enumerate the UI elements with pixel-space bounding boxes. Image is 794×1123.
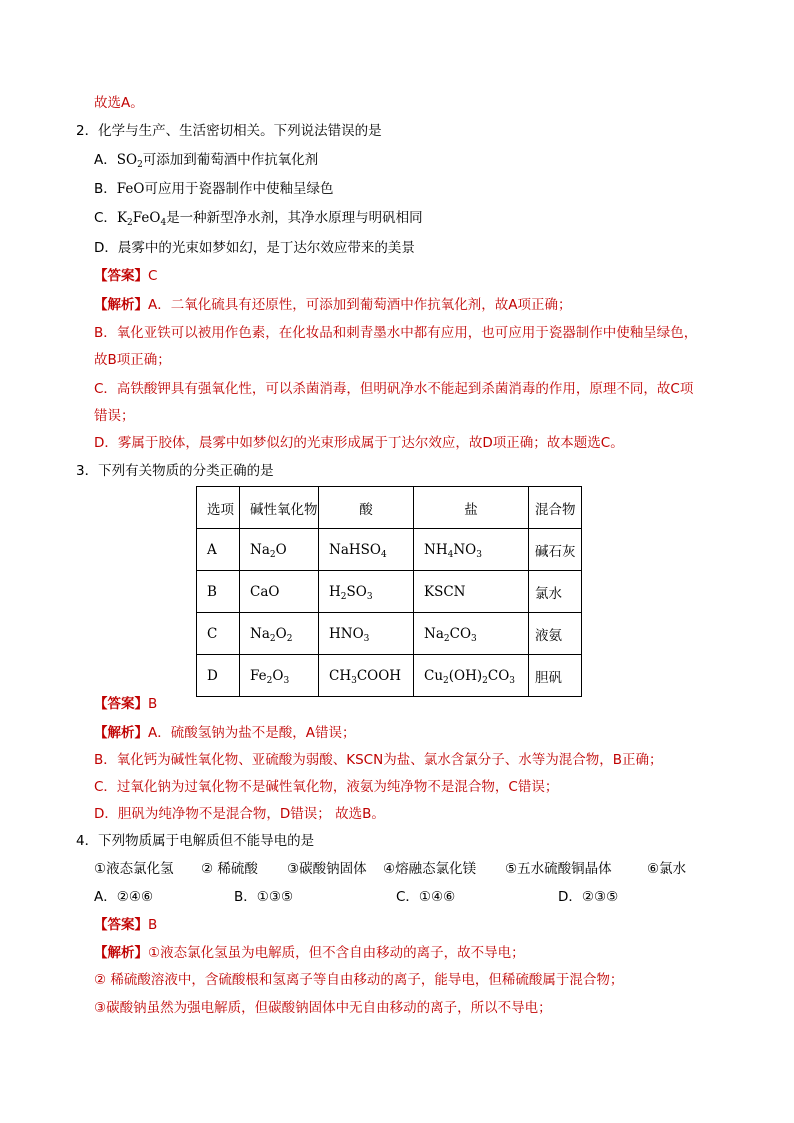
q4-choice-b: B．①③⑤ [234, 889, 294, 905]
q4-choice-c: C．①④⑥ [396, 889, 456, 905]
q2-answer: 【答案】C [94, 268, 158, 284]
q4-choice-d: D．②③⑤ [558, 889, 619, 905]
header-cell: 酸 [319, 487, 414, 529]
q4-stem: 4．下列物质属于电解质但不能导电的是 [76, 833, 315, 849]
mixture-cell: 氯水 [529, 571, 582, 613]
table-row [197, 571, 582, 613]
option-cell: A [197, 529, 240, 571]
q2-option-a: A．$SO_2$可添加到葡萄酒中作抗氧化剂 [94, 152, 319, 170]
q1-conclusion: 故选A。 [94, 95, 144, 111]
q2-option-c: C．$K_2FeO_4$是一种新型净水剂，其净水原理与明矾相同 [94, 210, 423, 228]
q2-analysis-line: B．氧化亚铁可以被用作色素，在化妆品和刺青墨水中都有应用，也可应用于瓷器制作中使釉呈绿色， [94, 325, 698, 341]
q3-analysis-line: D．胆矾为纯净物不是混合物，D错误； 故选B。 [94, 806, 385, 822]
q4-item: ⑥氯水 [647, 861, 687, 877]
table-row [197, 613, 582, 655]
q3-analysis-line: C．过氧化钠为过氧化物不是碱性氧化物，液氨为纯净物不是混合物，C错误； [94, 779, 559, 795]
classification-table [196, 486, 582, 697]
q3-stem: 3．下列有关物质的分类正确的是 [76, 463, 274, 479]
header-cell: 盐 [414, 487, 529, 529]
header-cell: 碱性氧化物 [240, 487, 319, 529]
table-header-row [197, 487, 582, 529]
q4-analysis-line: 【解析】①液态氯化氢虽为电解质，但不含自由移动的离子，故不导电； [94, 945, 525, 961]
q3-analysis-line: B．氧化钙为碱性氧化物、亚硫酸为弱酸、KSCN为盐、氯水含氯分子、水等为混合物，B正确； [94, 752, 663, 768]
acid-cell: $CH_3COOH$ [319, 655, 414, 697]
header-cell: 混合物 [529, 487, 582, 529]
option-cell: D [197, 655, 240, 697]
q4-item: ② 稀硫酸 [201, 861, 258, 877]
q2-analysis-line: C．高铁酸钾具有强氧化性，可以杀菌消毒，但明矾净水不能起到杀菌消毒的作用，原理不同，故C项 [94, 381, 694, 397]
acid-cell: $HNO_3$ [319, 613, 414, 655]
q2-analysis-line: D．雾属于胶体，晨雾中如梦似幻的光束形成属于丁达尔效应，故D项正确；故本题选C。 [94, 435, 624, 451]
option-cell: C [197, 613, 240, 655]
q4-item: ③碳酸钠固体 [287, 861, 367, 877]
q2-analysis-line: 【解析】A．二氧化硫具有还原性，可添加到葡萄酒中作抗氧化剂，故A项正确； [94, 297, 572, 313]
q4-answer: 【答案】B [94, 917, 158, 933]
option-cell: B [197, 571, 240, 613]
q4-analysis-line: ② 稀硫酸溶液中，含硫酸根和氢离子等自由移动的离子，能导电，但稀硫酸属于混合物； [94, 972, 624, 988]
header-cell: 选项 [197, 487, 240, 529]
q4-item: ⑤五水硫酸铜晶体 [505, 861, 612, 877]
mixture-cell: 碱石灰 [529, 529, 582, 571]
oxide-cell: $Na_2O$ [240, 529, 319, 571]
q2-option-d: D．晨雾中的光束如梦如幻，是丁达尔效应带来的美景 [94, 240, 415, 256]
q2-analysis-line: 错误； [94, 408, 135, 424]
q2-stem: 2．化学与生产、生活密切相关。下列说法错误的是 [76, 123, 382, 139]
table-row [197, 655, 582, 697]
q4-item: ④熔融态氯化镁 [383, 861, 477, 877]
mixture-cell: 液氨 [529, 613, 582, 655]
q3-analysis-line: 【解析】A．硫酸氢钠为盐不是酸，A错误； [94, 725, 356, 741]
table-row [197, 529, 582, 571]
q3-answer: 【答案】B [94, 696, 158, 712]
salt-cell: $Cu_2(OH)_2CO_3$ [414, 655, 529, 697]
q4-choice-a: A．②④⑥ [94, 889, 154, 905]
acid-cell: NaHSO$_4$ [319, 529, 414, 571]
oxide-cell: CaO [240, 571, 319, 613]
acid-cell: $H_2SO_3$ [319, 571, 414, 613]
salt-cell: $NH_4NO_3$ [414, 529, 529, 571]
q4-analysis-line: ③碳酸钠虽然为强电解质，但碳酸钠固体中无自由移动的离子，所以不导电； [94, 1000, 552, 1016]
q2-option-b: B．FeO可应用于瓷器制作中使釉呈绿色 [94, 181, 334, 197]
mixture-cell: 胆矾 [529, 655, 582, 697]
salt-cell: KSCN [414, 571, 529, 613]
salt-cell: $Na_2CO_3$ [414, 613, 529, 655]
oxide-cell: $Fe_2O_3$ [240, 655, 319, 697]
q2-analysis-line: 故B项正确； [94, 352, 171, 368]
q4-item: ①液态氯化氢 [94, 861, 174, 877]
oxide-cell: $Na_2O_2$ [240, 613, 319, 655]
